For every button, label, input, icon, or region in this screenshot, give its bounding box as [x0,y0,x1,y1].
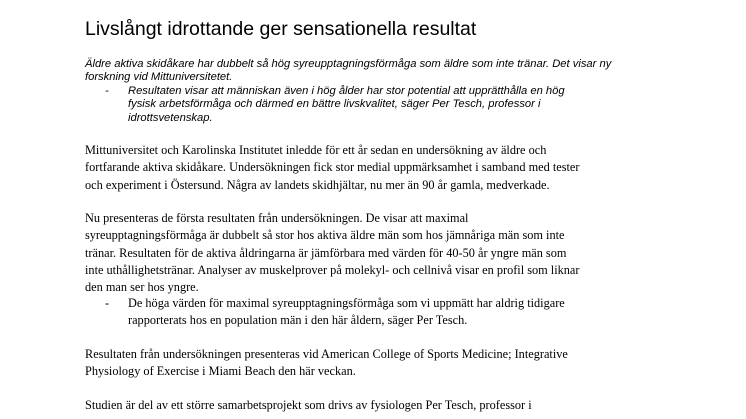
paragraph-line: fortfarande aktiva skidåkare. Undersökningen fick stor medial uppmärksamhet i samband med tester [85,160,580,175]
lead-quote-line: Resultaten visar att människan även i hög ålder har stor potential att upprätthålla en hög [128,85,565,97]
body-paragraph-1 [85,142,645,194]
quote-2-line: rapporterats hos en population män i den här åldern, säger Per Tesch. [128,313,468,328]
paragraph-line: syreupptagningsförmåga är dubbelt så stor hos aktiva äldre män som hos jämnåriga män som inte [85,228,565,243]
quote-2-dash: - [105,296,110,310]
lead-quote-line: fysisk arbetsförmåga och därmed en bättre livskvalitet, säger Per Tesch, professor i [128,98,541,111]
body-paragraph-4 [85,397,645,414]
paragraph-line: den man ser hos yngre. [85,280,199,295]
paragraph-line: Studien är del av ett större samarbetsprojekt som drivs av fysiologen Per Tesch, professor i [85,398,532,412]
lead-quote [85,85,605,125]
page-title: Livslångt idrottande ger sensationella resultat [85,18,477,40]
lead-quote-dash: - [105,85,109,97]
lead-quote-line: idrottsvetenskap. [128,111,213,124]
paragraph-line: Mittuniversitet och Karolinska Institutet inledde för ett år sedan en undersökning av äldre och [85,143,547,157]
paragraph-line: och experiment i Östersund. Några av landets skidhjältar, nu mer än 90 år gamla, medverkade. [85,177,550,192]
paragraph-line: tränar. Resultaten för de aktiva åldringarna är jämförbara med värden för 40-50 år yngre män som [85,245,567,260]
quote-2-line: De höga värden för maximal syreupptagningsförmåga som vi uppmätt har aldrig tidigare [128,296,565,310]
lead-paragraph: Äldre aktiva skidåkare har dubbelt så hög syreupptagningsförmåga som äldre som inte tränar. Det visar ny forskning vid Mittuniversitetet. [85,58,612,84]
paragraph-line: Nu presenteras de första resultaten från undersökningen. De visar att maximal [85,211,469,225]
body-paragraph-2 [85,210,645,296]
paragraph-line: Physiology of Exercise i Miami Beach den här veckan. [85,364,356,379]
paragraph-line: Resultaten från undersökningen presenteras vid American College of Sports Medicine; Integrative [85,347,568,361]
body-paragraph-3 [85,346,645,381]
quote-2 [85,295,645,330]
paragraph-line: inte uthållighetstränar. Analyser av muskelprover på molekyl- och cellnivå visar en profil som liknar [85,262,580,277]
